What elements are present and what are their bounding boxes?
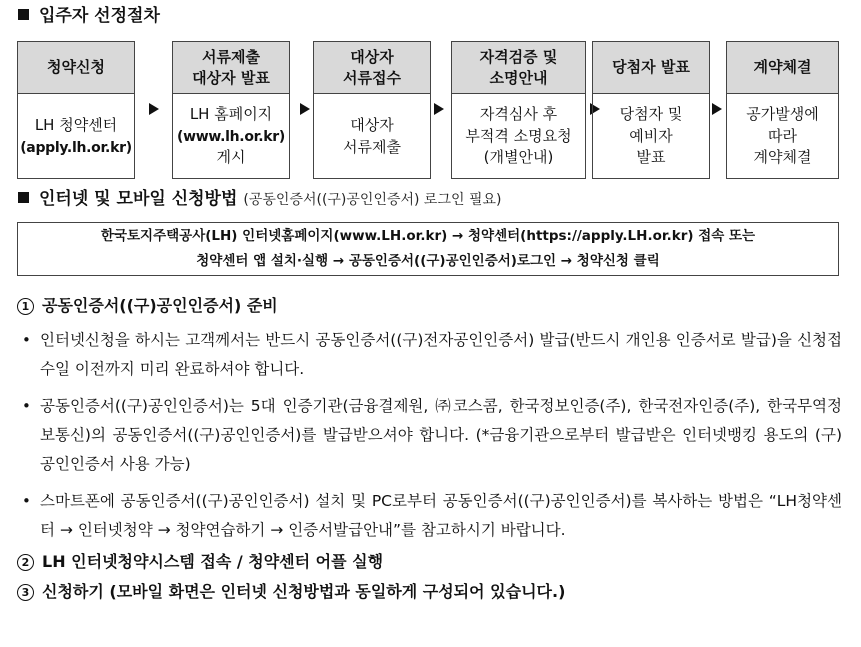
step-body: 자격심사 후 부적격 소명요청 (개별안내) [465,104,572,167]
step-head: 당첨자 발표 [593,42,709,94]
step-body: 공가발생에 따라 계약체결 [746,104,819,167]
access-path-line: 청약센터 앱 설치·실행 → 공동인증서((구)공인인증서)로그인 → 청약신청 클릭 [196,253,660,269]
step-body: LH 청약센터 (apply.lh.or.kr) [20,115,132,156]
step-head: 자격검증 및 소명안내 [452,42,585,94]
section-title-selection-procedure: 입주자 선정절차 [18,8,160,25]
section-title-online-mobile: 인터넷 및 모바일 신청방법 (공동인증서((구)공인인증서) 로그인 필요) [18,191,501,208]
circled-number-icon: 3 [17,584,34,601]
step-body: 대상자 서류제출 [343,115,401,156]
right-arrow-icon [712,103,722,115]
circled-number-icon: 1 [17,298,34,315]
step-head: 서류제출 대상자 발표 [173,42,289,94]
right-arrow-icon [149,103,159,115]
step-box-document-notice [172,41,290,179]
step-box-contract [726,41,839,179]
square-bullet-icon [18,9,29,20]
right-arrow-icon [300,103,310,115]
step-box-document-receipt [313,41,431,179]
list-item: • 인터넷신청을 하시는 고객께서는 반드시 공동인증서((구)전자공인인증서) 발급(반드시 개인용 인증서로 발급)을 신청접수일 이전까지 미리 완료하셔야 합니다. [22,326,842,384]
step-head: 대상자 서류접수 [314,42,430,94]
circled-number-icon: 2 [17,554,34,571]
step-title-certificate: 1 공동인증서((구)공인인증서) 준비 [17,293,278,316]
step-head: 청약신청 [18,42,134,94]
step-body: LH 홈페이지 (www.lh.or.kr) 게시 [177,104,285,167]
step-title-access-system: 2 LH 인터넷청약시스템 접속 / 청약센터 어플 실행 [17,549,383,572]
square-bullet-icon [18,192,29,203]
step-box-application [17,41,135,179]
step-box-winner-announcement [592,41,710,179]
list-item: • 공동인증서((구)공인인증서)는 5대 인증기관(금융결제원, ㈜코스콤, 한국정보인증(주), 한국전자인증(주), 한국무역정보통신)의 공동인증서((구)공인인증서)를 발급받으셔야 합니다. (*금융기관으로부터 발급받은 인터넷뱅킹 용도의 (구)공인인증서 사용 가능) [22,392,842,479]
right-arrow-icon [434,103,444,115]
step-body: 당첨자 및 예비자 발표 [619,104,683,167]
bullet-dot-icon: • [22,492,31,510]
access-path-box [17,222,839,276]
step-title-apply: 3 신청하기 (모바일 화면은 인터넷 신청방법과 동일하게 구성되어 있습니다.) [17,579,565,602]
step-head: 계약체결 [727,42,838,94]
list-item: • 스마트폰에 공동인증서((구)공인인증서) 설치 및 PC로부터 공동인증서((구)공인인증서)를 복사하는 방법은 “LH청약센터 → 인터넷청약 → 청약연습하기 → 인증서발급안내”를 참고하시기 바랍니다. [22,487,842,545]
step-box-eligibility-check [451,41,586,179]
access-path-line: 한국토지주택공사(LH) 인터넷홈페이지(www.LH.or.kr) → 청약센터(https://apply.LH.or.kr) 접속 또는 [100,228,756,244]
bullet-dot-icon: • [22,331,31,349]
bullet-dot-icon: • [22,397,31,415]
